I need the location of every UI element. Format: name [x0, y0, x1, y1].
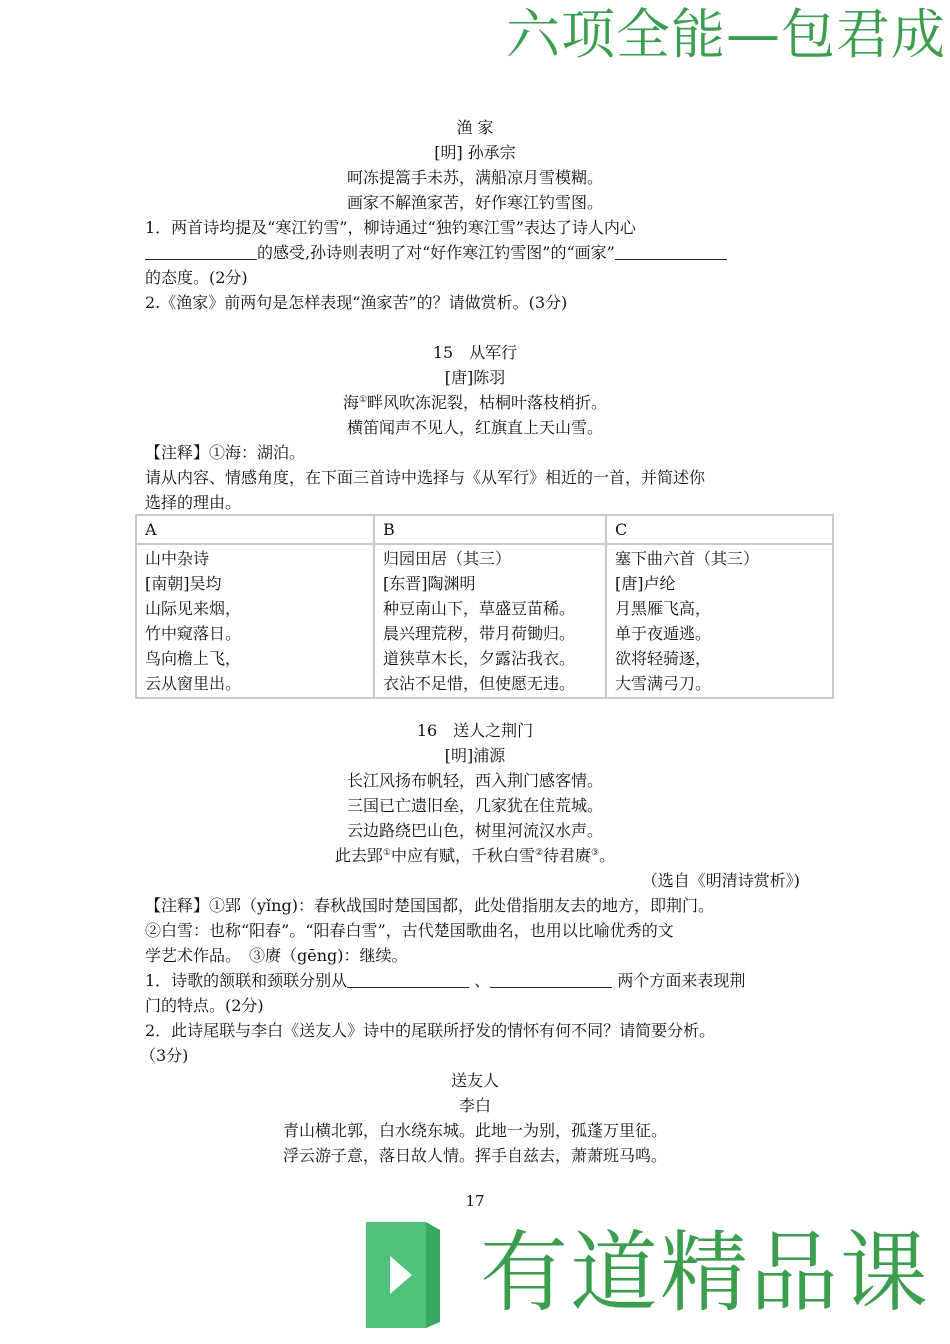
question-text: 2．此诗尾联与李白《送友人》诗中的尾联所抒发的情怀有何不同？请简要分析。 [145, 1021, 716, 1040]
poem-line: 浮云游子意，落日故人情。挥手自兹去，萧萧班马鸣。 [282, 1146, 667, 1165]
poem-line: 云边路绕巴山色，树里河流汉水声。 [346, 821, 603, 840]
note-text: 【注释】①海：湖泊。 [145, 443, 306, 462]
poem-line: 海①畔风吹冻泥裂，枯桐叶落枝梢折。 [342, 393, 608, 412]
note-text: 学艺术作品。 ③赓（gēng)：继续。 [145, 946, 408, 965]
question-text: 1．两首诗均提及“寒江钓雪”，柳诗通过“独钓寒江雪”表达了诗人内心 [145, 218, 636, 237]
table-header: A [136, 515, 374, 544]
poem-line: 青山横北郭，白水绕东城。此地一为别，孤蓬万里征。 [282, 1121, 667, 1140]
answer-blank[interactable] [145, 243, 257, 260]
poem-line: 长江风扬布帆轻，西入荆门感客情。 [346, 771, 603, 790]
poem-line: 三国已亡遗旧垒，几家犹在住荒城。 [346, 796, 603, 815]
watermark-top: 六项全能—包君成 [506, 3, 946, 66]
poem-source: （选自《明清诗赏析》) [641, 871, 800, 890]
poem-author: 李白 [458, 1096, 491, 1115]
poem-line: 呵冻提篙手未苏，满船凉月雪模糊。 [346, 168, 603, 187]
table-header-row [136, 515, 833, 544]
play-icon [340, 1200, 476, 1340]
table-cell: 塞下曲六首（其三） [唐]卢纶 月黑雁飞高， 单于夜遁逃。 欲将轻骑逐， 大雪满弓刀。 [606, 544, 833, 698]
poem-title: 15 从军行 [432, 343, 518, 362]
question-text: 2.《渔家》前两句是怎样表现“渔家苦”的？请做赏析。(3分) [145, 293, 568, 312]
note-text: ②白雪：也称“阳春”。“阳春白雪”，古代楚国歌曲名，也用以比喻优秀的文 [145, 921, 674, 940]
poem-line: 横笛闻声不见人，红旗直上天山雪。 [346, 418, 603, 437]
poem-title: 16 送人之荆门 [416, 721, 534, 740]
table-header: C [606, 515, 833, 544]
question-text: 选择的理由。 [145, 493, 242, 512]
table-row [136, 544, 833, 698]
poem-author: [唐]陈羽 [444, 368, 506, 387]
question-text: 的态度。(2分) [145, 268, 248, 287]
question-text: （3分) [140, 1046, 189, 1065]
table-cell: 归园田居（其三） [东晋]陶渊明 种豆南山下，草盛豆苗稀。 晨兴理荒秽，带月荷锄归。 道狭草木长，夕露沾我衣。 衣沾不足惜，但使愿无违。 [374, 544, 606, 698]
poem-choice-table [135, 514, 834, 699]
question-text: 1．诗歌的颔联和颈联分别从 、 两个方面来表现荆 [145, 971, 746, 990]
question-text: 请从内容、情感角度，在下面三首诗中选择与《从军行》相近的一首，并简述你 [145, 468, 706, 487]
poem-author: [明] 孙承宗 [434, 143, 516, 162]
poem-line: 此去郢①中应有赋，千秋白雪②待君赓③。 [334, 846, 616, 865]
answer-blank[interactable] [490, 971, 612, 988]
note-text: 【注释】①郢（yǐng)：春秋战国时楚国国都，此处借指朋友去的地方，即荆门。 [145, 896, 714, 915]
question-text: 的感受,孙诗则表明了对“好作寒江钓雪图”的“画家” [145, 240, 727, 265]
table-header: B [374, 515, 606, 544]
answer-blank[interactable] [615, 243, 727, 260]
answer-blank[interactable] [347, 971, 469, 988]
poem-author: [明]浦源 [444, 746, 506, 765]
question-text: 门的特点。(2分) [145, 996, 264, 1015]
poem-title: 渔 家 [456, 118, 494, 137]
poem-title: 送友人 [450, 1071, 499, 1090]
poem-line: 画家不解渔家苦，好作寒江钓雪图。 [346, 193, 603, 212]
table-cell: 山中杂诗 [南朝]吴均 山际见来烟， 竹中窥落日。 鸟向檐上飞， 云从窗里出。 [136, 544, 374, 698]
watermark-bottom: 有道精品课 [480, 1221, 931, 1324]
page-number: 17 [465, 1192, 485, 1210]
